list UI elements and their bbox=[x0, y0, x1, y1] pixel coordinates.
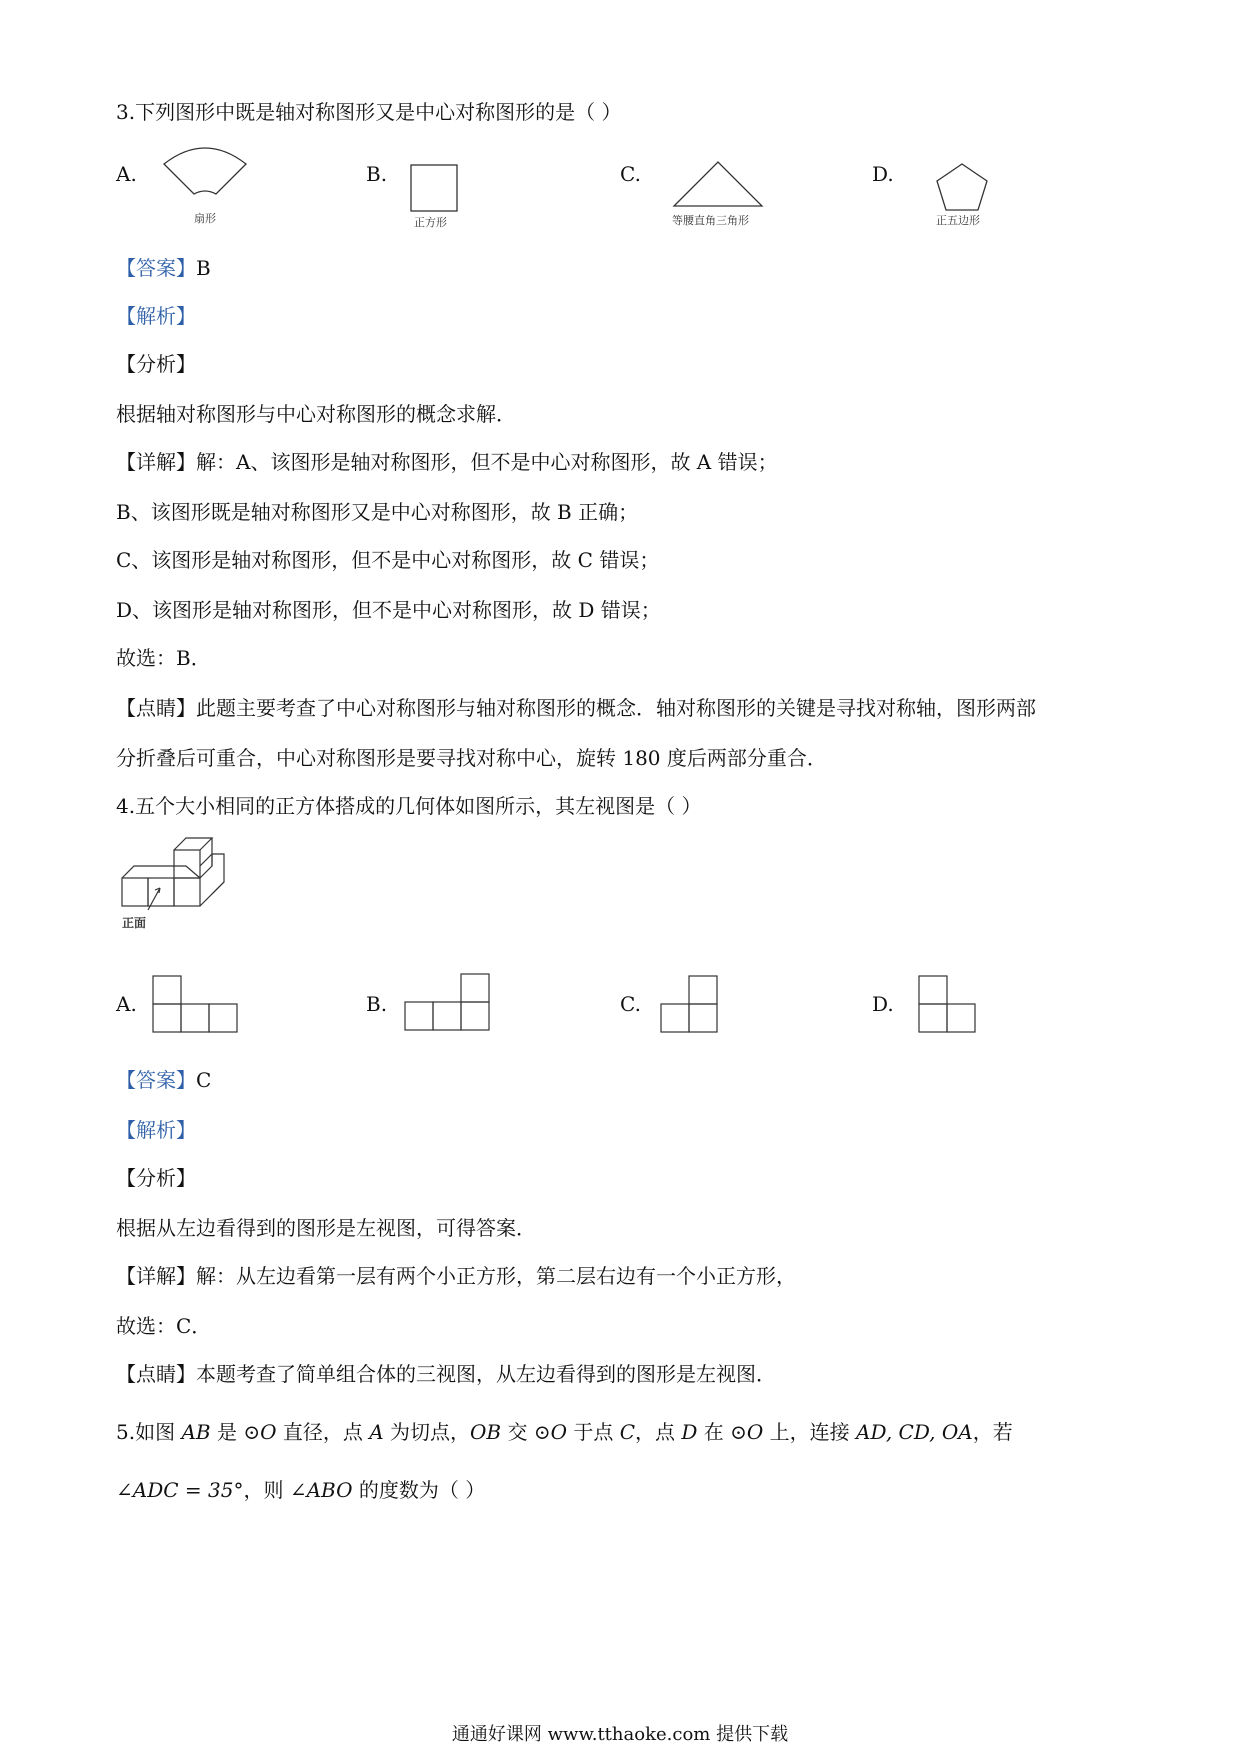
q4-stem: 4.五个大小相同的正方体搭成的几何体如图所示，其左视图是（ ） bbox=[116, 794, 702, 818]
q5-text: 为切点， bbox=[383, 1420, 471, 1444]
q3-caption-a: 扇形 bbox=[194, 212, 216, 225]
q3-stem: 3.下列图形中既是轴对称图形又是中心对称图形的是（ ） bbox=[116, 100, 622, 124]
q4-option-b-label: B. bbox=[366, 992, 388, 1016]
math-c: C bbox=[619, 1420, 636, 1444]
detail-tag: 【详解】 bbox=[116, 450, 196, 474]
q4-comment bbox=[116, 1358, 776, 1387]
q5-stem-line-2 bbox=[116, 1474, 485, 1503]
left-view-option-c bbox=[660, 972, 722, 1034]
q5-text: ，则 bbox=[243, 1478, 290, 1502]
front-label: 正面 bbox=[122, 916, 147, 930]
q3-fenxi: 根据轴对称图形与中心对称图形的概念求解． bbox=[116, 402, 516, 426]
q4-analysis-tag: 【解析】 bbox=[116, 1118, 196, 1142]
q5-text: 是 bbox=[210, 1420, 244, 1444]
q3-fenxi-tag: 【分析】 bbox=[116, 352, 196, 376]
q4-fenxi: 根据从左边看得到的图形是左视图，可得答案． bbox=[116, 1216, 536, 1240]
math-o: O bbox=[550, 1420, 567, 1444]
isosceles-right-triangle-figure bbox=[672, 160, 764, 208]
circle-symbol: ⊙ bbox=[730, 1420, 747, 1444]
q4-detail bbox=[116, 1260, 796, 1289]
comment-tag: 【点睛】 bbox=[116, 696, 196, 720]
q5-text: 5.如图 bbox=[116, 1420, 182, 1444]
q5-text: 的度数为（ ） bbox=[352, 1478, 486, 1502]
q3-analysis-tag: 【解析】 bbox=[116, 304, 196, 328]
q3-caption-b: 正方形 bbox=[414, 216, 447, 229]
q3-option-b-label: B. bbox=[366, 162, 388, 186]
circle-symbol: ⊙ bbox=[243, 1420, 261, 1444]
circle-symbol: ⊙ bbox=[533, 1420, 551, 1444]
q3-detail-4: D、该图形是轴对称图形，但不是中心对称图形，故 D 错误； bbox=[116, 598, 661, 622]
left-view-option-b bbox=[404, 970, 494, 1032]
q3-option-d-label: D. bbox=[872, 162, 894, 186]
q5-text: 交 bbox=[501, 1420, 534, 1444]
q4-option-a-label: A. bbox=[116, 992, 137, 1016]
detail-text: 解：从左边看第一层有两个小正方形，第二层右边有一个小正方形， bbox=[196, 1264, 796, 1288]
q3-option-a-label: A. bbox=[116, 162, 137, 186]
q4-choose: 故选：C． bbox=[116, 1314, 212, 1338]
q3-comment-2: 分折叠后可重合，中心对称图形是要寻找对称中心，旋转 180 度后两部分重合． bbox=[116, 746, 827, 770]
math-angle-adc: ∠ADC = 35° bbox=[116, 1478, 244, 1502]
page-footer: 通通好课网 www.tthaoke.com 提供下载 bbox=[451, 1724, 789, 1745]
left-view-option-a bbox=[152, 972, 242, 1034]
q5-text: 直径，点 bbox=[276, 1420, 370, 1444]
math-a: A bbox=[369, 1420, 384, 1444]
q3-option-c-label: C. bbox=[620, 162, 641, 186]
answer-value: B bbox=[196, 256, 211, 280]
math-ob: OB bbox=[470, 1420, 502, 1444]
answer-value: C bbox=[196, 1068, 212, 1092]
detail-tag: 【详解】 bbox=[116, 1264, 196, 1288]
comment-text: 此题主要考查了中心对称图形与轴对称图形的概念．轴对称图形的关键是寻找对称轴，图形两部 bbox=[196, 696, 1036, 720]
answer-tag: 【答案】 bbox=[116, 1068, 196, 1092]
q5-text: ，若 bbox=[972, 1420, 1013, 1444]
math-ab: AB bbox=[181, 1420, 211, 1444]
q4-answer bbox=[116, 1064, 211, 1093]
pentagon-figure bbox=[934, 162, 990, 212]
q3-answer bbox=[116, 252, 211, 281]
q5-text: ，点 bbox=[635, 1420, 682, 1444]
q4-option-d-label: D. bbox=[872, 992, 894, 1016]
q5-text: 在 bbox=[697, 1420, 731, 1444]
q4-option-c-label: C. bbox=[620, 992, 641, 1016]
square-figure bbox=[410, 164, 460, 214]
q5-text: 上，连接 bbox=[763, 1420, 857, 1444]
comment-text: 本题考查了简单组合体的三视图，从左边看得到的图形是左视图． bbox=[196, 1362, 776, 1386]
q3-detail-3: C、该图形是轴对称图形，但不是中心对称图形，故 C 错误； bbox=[116, 548, 660, 572]
q3-caption-d: 正五边形 bbox=[936, 214, 980, 227]
q3-choose: 故选：B． bbox=[116, 646, 211, 670]
q4-fenxi-tag: 【分析】 bbox=[116, 1166, 196, 1190]
comment-tag: 【点睛】 bbox=[116, 1362, 196, 1386]
q5-stem-line-1 bbox=[116, 1416, 1013, 1445]
math-d: D bbox=[681, 1420, 698, 1444]
math-segments: AD, CD, OA bbox=[856, 1420, 973, 1444]
math-o: O bbox=[746, 1420, 764, 1444]
answer-tag: 【答案】 bbox=[116, 256, 196, 280]
q3-detail-1 bbox=[116, 446, 778, 475]
math-angle-abo: ∠ABO bbox=[289, 1478, 353, 1502]
q3-detail-2: B、该图形既是轴对称图形又是中心对称图形，故 B 正确； bbox=[116, 500, 639, 524]
math-o: O bbox=[260, 1420, 277, 1444]
q3-caption-c: 等腰直角三角形 bbox=[672, 214, 749, 227]
detail-text: 解：A、该图形是轴对称图形，但不是中心对称图形，故 A 错误； bbox=[196, 450, 778, 474]
left-view-option-d bbox=[918, 972, 980, 1034]
sector-figure bbox=[160, 142, 250, 200]
q5-text: 于点 bbox=[567, 1420, 620, 1444]
q3-comment-1 bbox=[116, 692, 1036, 721]
